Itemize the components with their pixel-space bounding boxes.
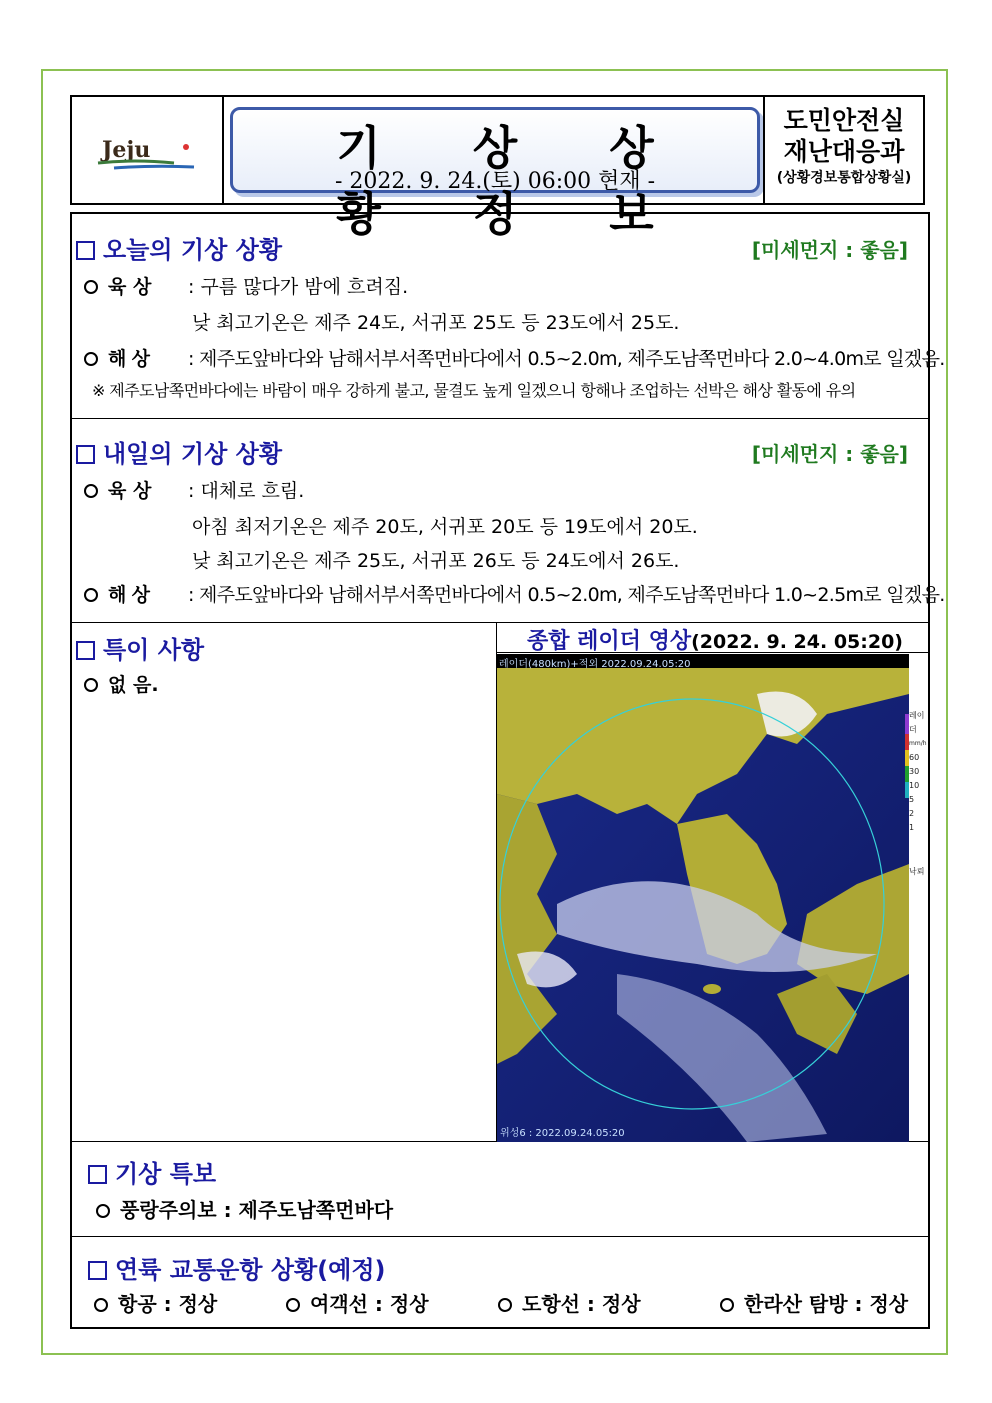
circle-icon — [720, 1298, 734, 1312]
divider — [72, 622, 928, 623]
radar-caption: 레이더(480km)+적외 2022.09.24.05:20 — [499, 659, 691, 670]
today-sea-row: 해 상 : 제주도앞바다와 남해서부서쪽먼바다에서 0.5~2.0m, 제주도남쪽먼바다 2.0~4.0m로 일겠음. — [84, 344, 945, 371]
legend-value: 1 — [909, 823, 915, 832]
radar-title: 종합 레이더 영상(2022. 9. 24. 05:20) — [527, 629, 903, 654]
today-land-row-2: 낮 최고기온은 제주 24도, 서귀포 25도 등 23도에서 25도. — [192, 312, 680, 334]
checkbox-icon — [76, 641, 95, 660]
legend-lightning: 낙뢰 — [909, 867, 925, 876]
today-note: ※ 제주도남쪽먼바다에는 바람이 매우 강하게 불고, 물결도 높게 일겠으니 항해나 조업하는 선박은 해상 활동에 유의 — [92, 381, 856, 400]
circle-icon — [498, 1298, 512, 1312]
traffic-section-title: 연륙 교통운항 상황(예정) — [88, 1250, 386, 1285]
logo-text: Jeju — [102, 137, 151, 163]
tomorrow-land-row-2: 아침 최저기온은 제주 20도, 서귀포 20도 등 19도에서 20도. — [192, 516, 698, 538]
traffic-item-island-ferry: 도항선 : 정상 — [498, 1288, 641, 1317]
special-item: 없 음. — [84, 670, 159, 697]
radar-legend — [909, 709, 928, 879]
legend-unit: mm/h — [909, 740, 927, 747]
tomorrow-land-row: 육 상 : 대체로 흐림. — [84, 476, 304, 503]
checkbox-icon — [88, 1261, 107, 1280]
circle-icon — [94, 1298, 108, 1312]
checkbox-icon — [88, 1165, 107, 1184]
radar-footer: 위성6 : 2022.09.24.05:20 — [500, 1128, 625, 1139]
circle-icon — [84, 280, 98, 294]
circle-icon — [84, 678, 98, 692]
divider — [72, 418, 928, 419]
legend-value: 30 — [909, 767, 920, 776]
tomorrow-dust: [미세먼지 : 좋음] — [751, 442, 908, 466]
checkbox-icon — [76, 445, 95, 464]
legend-title: 레이더 — [909, 711, 925, 734]
dept-room: (상황경보통합상황실) — [776, 170, 912, 186]
tomorrow-land-row-3: 낮 최고기온은 제주 25도, 서귀포 26도 등 24도에서 26도. — [192, 550, 680, 572]
circle-icon — [84, 484, 98, 498]
radar-image — [497, 654, 909, 1142]
legend-value: 60 — [909, 753, 920, 762]
warnings-section-title: 기상 특보 — [88, 1154, 216, 1189]
today-dust: [미세먼지 : 좋음] — [751, 238, 908, 262]
special-section-title: 특이 사항 — [76, 630, 204, 665]
today-land-row: 육 상 : 구름 많다가 밤에 흐려짐. — [84, 272, 408, 299]
title-box — [230, 107, 760, 241]
traffic-item-air: 항공 : 정상 — [94, 1288, 217, 1317]
divider — [72, 1236, 928, 1237]
page-title: 기 상 상 황 정 보 — [336, 121, 692, 241]
circle-icon — [84, 352, 98, 366]
tomorrow-section-title: 내일의 기상 상황 — [76, 434, 282, 469]
circle-icon — [84, 588, 98, 602]
radar-map — [497, 654, 909, 1142]
logo-cell — [72, 97, 224, 203]
warnings-item: 풍랑주의보 : 제주도남쪽먼바다 — [96, 1194, 393, 1223]
circle-icon — [96, 1204, 110, 1218]
dept-office: 도민안전실 — [783, 106, 905, 135]
legend-value: 10 — [909, 781, 920, 790]
traffic-item-ferry: 여객선 : 정상 — [286, 1288, 429, 1317]
checkbox-icon — [76, 241, 95, 260]
circle-icon — [286, 1298, 300, 1312]
traffic-item-hallasan: 한라산 탐방 : 정상 — [720, 1288, 908, 1317]
report-datetime: - 2022. 9. 24.(토) 06:00 현재 - — [334, 169, 656, 194]
report-header — [70, 95, 925, 241]
report-body — [70, 212, 945, 1329]
jeju-logo — [94, 133, 204, 173]
department-cell — [763, 97, 923, 203]
legend-value: 2 — [909, 809, 915, 818]
tomorrow-sea-row: 해 상 : 제주도앞바다와 남해서부서쪽먼바다에서 0.5~2.0m, 제주도남쪽먼바다 1.0~2.5m로 일겠음. — [84, 580, 945, 607]
today-section-title: 오늘의 기상 상황 — [76, 230, 282, 265]
legend-value: 5 — [909, 795, 915, 804]
dept-division: 재난대응과 — [783, 137, 905, 166]
